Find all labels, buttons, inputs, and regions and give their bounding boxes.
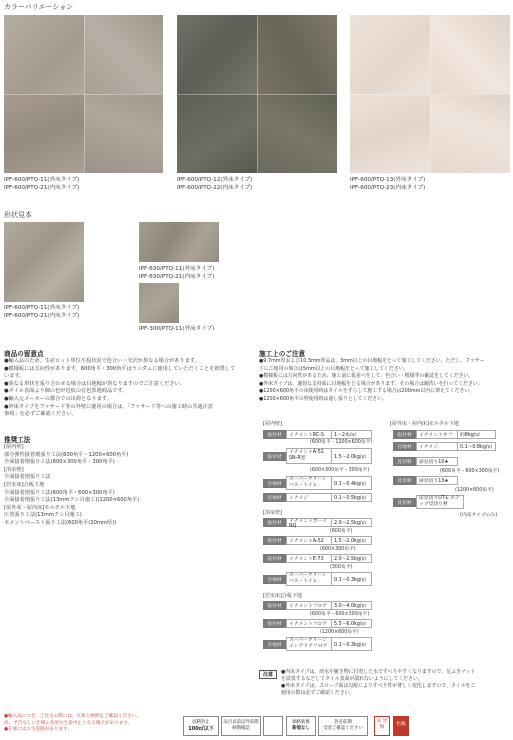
spec-value: 2.0～2.5kg/㎡ bbox=[332, 518, 372, 527]
spec-size-note: (600角平) bbox=[330, 529, 353, 534]
method-list bbox=[4, 444, 254, 528]
shape-caption-630-11: IPF-630/PTQ-11(外床タイプ) bbox=[139, 266, 215, 272]
method-line: [屋外床・屋内床]モルタル下地 bbox=[4, 504, 76, 511]
construction-note-line: ●1200×600角平の壁使用時は通し張りとしてください。 bbox=[259, 395, 387, 402]
footer-box-bottom: 受者ご確認ください bbox=[323, 726, 363, 731]
footer-tag-color: 色幅 bbox=[393, 716, 409, 736]
spec-label: 見切材 bbox=[393, 476, 416, 485]
spec-product: イナメントフロア bbox=[286, 601, 332, 610]
product-note-line: ●輸入品のため、生産ロット単位や投状況で色合い・光沢が異なる場合があります。 bbox=[4, 358, 200, 364]
shape-caption-300-11: IPF-300/PTQ-11(外床タイプ) bbox=[139, 326, 215, 332]
spec-group-bath-wall: [浴室壁] bbox=[263, 510, 282, 516]
spec-size-note: (600角平・600×300角平) bbox=[440, 469, 500, 474]
footer-box-top: 封必前期 bbox=[334, 720, 352, 725]
spec-label: 張付材 bbox=[263, 518, 286, 527]
spec-value: 0.1～0.3kg/㎡ bbox=[332, 637, 372, 651]
tile-swatch-12 bbox=[177, 15, 337, 173]
tile-caption-21: IPF-600/PTQ-21(内床タイプ) bbox=[4, 185, 80, 191]
footer-box-top: 価格新権 bbox=[292, 720, 310, 725]
footer-box-area bbox=[183, 716, 219, 736]
construction-note-line: ドにご使用の場合は5mm以上の目地幅をとって施工してください。 bbox=[259, 365, 409, 372]
spec-product: イナメントフロア bbox=[286, 619, 332, 628]
method-title: 推奨工法 bbox=[4, 436, 31, 444]
spec-size-note: (600角平・600×300角平) bbox=[310, 612, 370, 617]
spec-size-note: (600角平・1200×600角平) bbox=[310, 440, 373, 445]
product-note-line: ●外床タイプをファサード等の外壁に使用の場合は、「ファサード等への施工時の共通注意 bbox=[4, 403, 213, 410]
product-note-line: ●輸入元メーカーの都合での出荷となります。 bbox=[4, 395, 112, 402]
method-line: [浴室壁] bbox=[4, 466, 24, 473]
footer-line: 尚、予告なしに仕様の変更や生産中止となる場合があります。 bbox=[4, 720, 133, 726]
tile-swatch-11 bbox=[4, 15, 163, 173]
spec-label: 張付材 bbox=[263, 554, 286, 563]
caution-line: 使用の際は必ずご確認ください。 bbox=[281, 690, 355, 696]
method-line: 全面接着剤張り工法(13mmクシ目施工)(1200×600角平) bbox=[4, 497, 140, 504]
spec-group-room-floor: [居室床]合板下地 bbox=[263, 593, 302, 599]
spec-label: 見切材 bbox=[393, 498, 416, 507]
spec-value: 2.0～2.5kg/㎡ bbox=[332, 554, 372, 563]
method-line: [屋内壁] bbox=[4, 444, 24, 450]
spec-label: 張付材 bbox=[263, 430, 286, 439]
tile-caption-12: IPF-600/PTQ-12(外床タイプ) bbox=[177, 177, 253, 183]
product-note-line: ●模様板には方向性があります。600角平・300角平はランダムに使用していただくことを推奨して bbox=[4, 365, 236, 372]
product-note-line: います。 bbox=[4, 373, 25, 380]
spec-value: 0.1～0.5kg/㎡ bbox=[332, 493, 372, 502]
product-note-line: ●異なる形状を張り合わせる場合は目地幅が異なりますのでご注意ください。 bbox=[4, 380, 185, 387]
tile-caption-23: IPF-600/PTQ-23(内床タイプ) bbox=[350, 185, 426, 191]
construction-notes-list bbox=[259, 358, 511, 404]
spec-product: イナメントタフ bbox=[416, 430, 458, 439]
spec-group-mortar-floor: [屋外床・屋内床]モルタル下地 bbox=[390, 421, 459, 427]
spec-value: 5.5～6.0kg/㎡ bbox=[332, 619, 372, 628]
method-line: 全面接着剤張り工法(600×300角平・300角平) bbox=[4, 459, 115, 466]
footer-notes bbox=[4, 714, 174, 734]
footer-box-bottom: 納期確認 bbox=[232, 726, 250, 731]
shape-sample-300 bbox=[139, 283, 179, 323]
spec-product: 厨見切り13★ bbox=[416, 476, 458, 485]
method-line: 部分弾性接着剤張り工法(600角平・1200×600角平) bbox=[4, 451, 129, 458]
tile-caption-22: IPF-600/PTQ-22(内床タイプ) bbox=[177, 185, 253, 191]
construction-note-line: ●1200×600角平の床使用時はタイルをずらして施工する場合は200mm以内に抑えてください。 bbox=[259, 388, 475, 395]
spec-product: スーパークリーン バス・トイレ bbox=[286, 572, 332, 586]
spec-size-note: (300角平) bbox=[330, 565, 353, 570]
spec-label: 目地材 bbox=[263, 479, 286, 488]
spec-product: イナメントE-73 bbox=[286, 554, 332, 563]
spec-size-note: (内床タイプのみ) bbox=[460, 513, 498, 518]
spec-value: 0.1～0.3kg/㎡ bbox=[332, 572, 372, 586]
spec-product: イナメントRC-S bbox=[286, 430, 332, 439]
product-note-line: 事項」を必ずご確認ください。 bbox=[4, 411, 77, 418]
method-line: [居室床]合板下地 bbox=[4, 481, 45, 488]
method-line: 全面接着剤張り工法 bbox=[4, 474, 51, 481]
footer-box-delivery bbox=[221, 716, 261, 736]
spec-value: 0.1～0.4kg/㎡ bbox=[332, 476, 372, 490]
spec-label: 目地材 bbox=[263, 640, 286, 649]
spec-value: 約8kg/㎡ bbox=[458, 430, 496, 439]
caution-line: ●内床タイプは、雨水や履き物に付着した水ですべりやすくなりますので、足ふきマット bbox=[281, 669, 476, 675]
footer-box-price bbox=[286, 716, 316, 736]
spec-group-indoor-wall: [屋内壁] bbox=[263, 421, 282, 427]
spec-value: 1.5～2.0kg/㎡ bbox=[332, 448, 372, 464]
footer-box-bottom: 新規なし bbox=[292, 726, 310, 731]
construction-note-line: ●模様板には方向性があるため、施工前に仮並べをして、色合い・模様等の確認をしてください。 bbox=[259, 373, 474, 380]
spec-size-note: (600×300角平・300角平) bbox=[310, 468, 370, 473]
footer-box-bottom: 100㎡以下 bbox=[188, 726, 214, 732]
tile-caption-13: IPF-600/PTQ-13(外床タイプ) bbox=[350, 177, 426, 183]
spec-label: 目地材 bbox=[263, 493, 286, 502]
product-notes-list bbox=[4, 358, 254, 419]
construction-note-line: ●外床タイプは、適切な支持面に目地幅をとる場合があります。その場合は鏡洗いを行ってください。 bbox=[259, 380, 483, 387]
caution-line: ●外床タイプは、スロープ面は勾配によりすべり性が著しく変化しますので、タイルをご bbox=[281, 683, 476, 689]
spec-size-note: (600×300角平) bbox=[320, 547, 356, 552]
footer-box-blank bbox=[263, 716, 283, 736]
spec-value: 1.5～2.0kg/㎡ bbox=[332, 536, 372, 545]
product-note-line: ●タイル表面より個の色が近似の有色黒地商品です。 bbox=[4, 388, 128, 395]
spec-label: 張付材 bbox=[263, 452, 286, 461]
shape-caption-600-21: IPF-600/PTQ-21(内床タイプ) bbox=[4, 313, 80, 319]
spec-value: 3.0～4.0kg/㎡ bbox=[332, 601, 372, 610]
spec-label: 見切材 bbox=[393, 457, 416, 466]
method-line: 全面接着剤張り工法(600角平・600×300角平) bbox=[4, 489, 115, 496]
spec-size-note: (1200×600角平) bbox=[455, 488, 494, 493]
footer-line: ●輸入品につき、ご注文の際には、在庫と納期をご確認ください。 bbox=[4, 714, 141, 719]
spec-product: 床見切りUT-L ステップ見切り材 bbox=[416, 495, 464, 509]
footer-box-top: 品目以前以外前期 bbox=[223, 720, 259, 725]
spec-product: イナメントA-52 SN-R型 bbox=[286, 448, 332, 464]
spec-label: 目地材 bbox=[263, 575, 286, 584]
caution-label: 注意 bbox=[259, 670, 277, 679]
shape-caption-600-11: IPF-600/PTQ-11(外床タイプ) bbox=[4, 305, 80, 311]
spec-value: 0.1～0.8kg/㎡ bbox=[458, 442, 496, 451]
spec-product: イナメジ bbox=[286, 493, 332, 502]
spec-label: 張付材 bbox=[393, 430, 416, 439]
method-line: セメントペースト張り工法(600角平(20mm厚)) bbox=[4, 519, 117, 526]
shape-sample-600 bbox=[4, 222, 84, 302]
footer-box-confirm bbox=[318, 716, 368, 736]
construction-note-line: ●9.7mm厚および10.3mm厚品は、3mm以上の目地幅をとって施工してください。ただし、ファサー bbox=[259, 358, 485, 364]
spec-size-note: (1200×600角平) bbox=[320, 630, 359, 635]
section-title-color-variation: カラーバリエーション bbox=[4, 3, 74, 11]
spec-label: 張付材 bbox=[263, 536, 286, 545]
tile-caption-11: IPF-600/PTQ-11(外床タイプ) bbox=[4, 177, 80, 183]
method-line: 圧着張り工法(13mmクシ目施工) bbox=[4, 512, 82, 519]
spec-label: 目地材 bbox=[393, 442, 416, 451]
spec-label: 張付材 bbox=[263, 619, 286, 628]
spec-product: イナメントA-52 bbox=[286, 536, 332, 545]
spec-product: スーパークリーン バス・トイレ bbox=[286, 476, 332, 490]
footer-tag-floor: 床 黒陶 bbox=[374, 716, 390, 736]
spec-product: 厨見切り10★ bbox=[416, 457, 458, 466]
tile-swatch-13 bbox=[350, 15, 510, 173]
section-title-shape-sample: 形状見本 bbox=[4, 211, 32, 219]
shape-caption-630-21: IPF-630/PTQ-21(内床タイプ) bbox=[139, 274, 215, 280]
footer-box-top: 面積封止 bbox=[192, 720, 210, 725]
shape-sample-630 bbox=[139, 222, 219, 262]
construction-notes-title: 施工上のご注意 bbox=[259, 350, 306, 358]
spec-value: 1～2本/㎡ bbox=[332, 430, 372, 439]
footer-line: ●在庫にはお生産限があります。 bbox=[4, 727, 72, 732]
spec-product: スーパークリーン インテリアフロア bbox=[286, 637, 332, 651]
product-notes-title: 商品の留意点 bbox=[4, 350, 44, 358]
spec-product: イナメジ bbox=[416, 442, 458, 451]
spec-product: イナメントボーイNQ bbox=[286, 518, 332, 527]
spec-label: 張付材 bbox=[263, 601, 286, 610]
caution-box bbox=[259, 668, 511, 708]
caution-line: を設置するなどしてタイル表面が濡れないようにしてください。 bbox=[281, 676, 423, 682]
